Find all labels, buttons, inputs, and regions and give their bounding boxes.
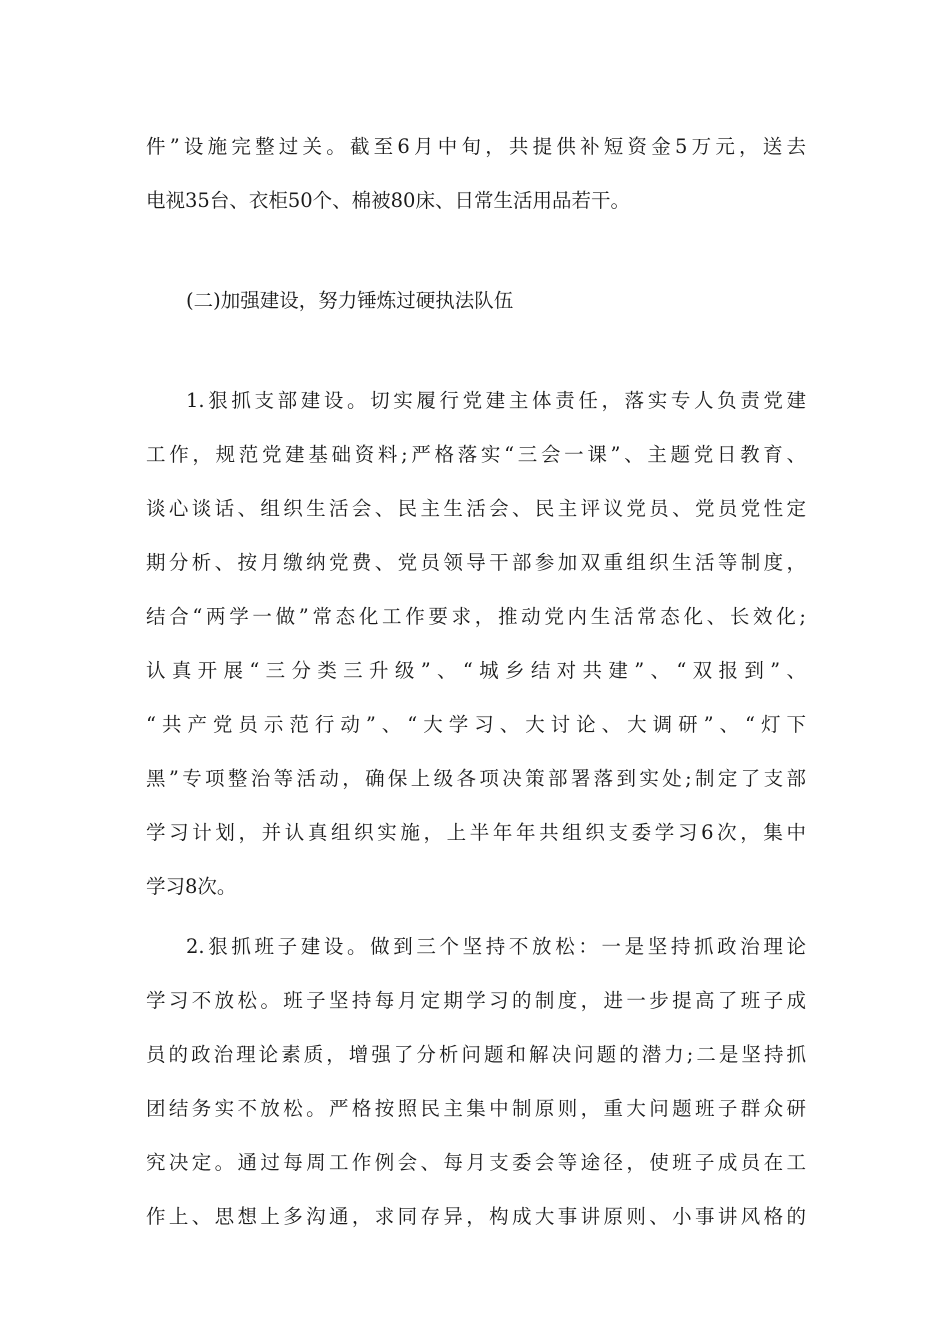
paragraph-line: 1.狠抓支部建设。切实履行党建主体责任，落实专人负责党建 <box>186 389 806 412</box>
paragraph-line: 2.狠抓班子建设。做到三个坚持不放松：一是坚持抓政治理论 <box>186 935 806 958</box>
paragraph-line: 谈心谈话、组织生活会、民主生活会、民主评议党员、党员党性定 <box>146 497 806 520</box>
paragraph-line: 究决定。通过每周工作例会、每月支委会等途径，使班子成员在工 <box>146 1151 806 1174</box>
paragraph-line: 件”设施完整过关。截至6月中旬，共提供补短资金5万元，送去 <box>146 135 806 158</box>
paragraph-top <box>146 120 806 228</box>
paragraph-line: 结合“两学一做”常态化工作要求，推动党内生活常态化、长效化; <box>146 605 806 628</box>
paragraph-line: 团结务实不放松。严格按照民主集中制原则，重大问题班子群众研 <box>146 1097 806 1120</box>
paragraph-line: 认真开展“三分类三升级”、“城乡结对共建”、“双报到”、 <box>146 659 806 682</box>
paragraph-line: 作上、思想上多沟通，求同存异，构成大事讲原则、小事讲风格的 <box>146 1205 806 1228</box>
paragraph-line: 黑”专项整治等活动，确保上级各项决策部署落到实处;制定了支部 <box>146 767 806 790</box>
paragraph-line: 学习计划，并认真组织实施，上半年年共组织支委学习6次，集中 <box>146 821 806 844</box>
paragraph-line: 工作，规范党建基础资料;严格落实“三会一课”、主题党日教育、 <box>146 443 806 466</box>
paragraph-line: 电视35台、衣柜50个、棉被80床、日常生活用品若干。 <box>146 189 630 212</box>
section-heading-text: (二)加强建设，努力锤炼过硬执法队伍 <box>186 289 514 312</box>
paragraph-line: 学习8次。 <box>146 875 237 898</box>
paragraph-line: 员的政治理论素质，增强了分析问题和解决问题的潜力;二是坚持抓 <box>146 1043 806 1066</box>
paragraph-line: “共产党员示范行动”、“大学习、大讨论、大调研”、“灯下 <box>146 713 806 736</box>
paragraph-line: 学习不放松。班子坚持每月定期学习的制度，进一步提高了班子成 <box>146 989 806 1012</box>
section-heading <box>146 274 806 328</box>
paragraph-team-building <box>146 920 806 1244</box>
paragraph-branch-building <box>146 374 806 914</box>
paragraph-line: 期分析、按月缴纳党费、党员领导干部参加双重组织生活等制度， <box>146 551 806 574</box>
